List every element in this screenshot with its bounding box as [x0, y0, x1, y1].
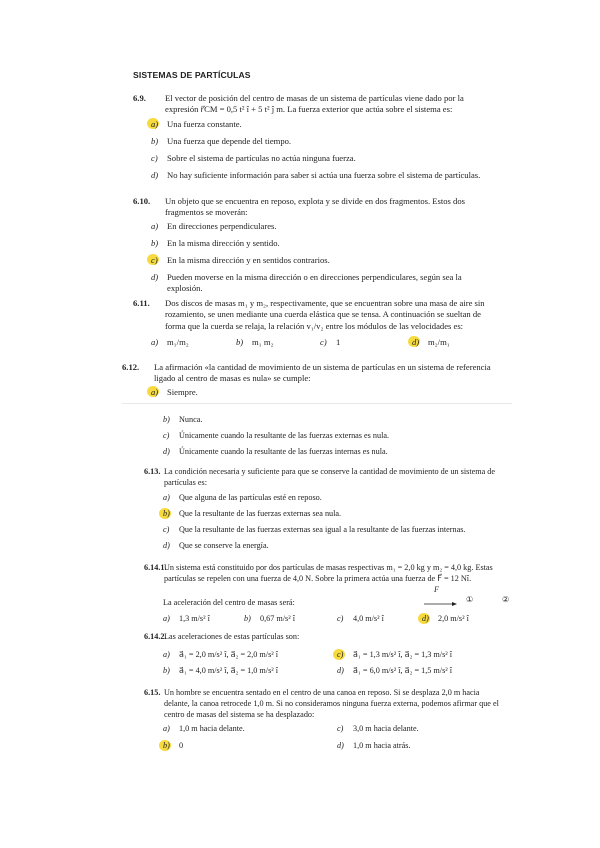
section-heading: SISTEMAS DE PARTÍCULAS: [133, 70, 251, 80]
option-b[interactable]: b) Una fuerza que depende del tiempo.: [151, 136, 292, 146]
question-text: Un hombre se encuentra sentado en el centro de una canoa en reposo. Si se desplaza 2,0 m hacia delante, la canoa retrocede 1,0 m. Si no consideramos ninguna fuerza externa, podemos afirmar que el centro de masas del sistema se ha desplazado:: [164, 688, 499, 719]
option-a[interactable]: a) Que alguna de las partículas esté en reposo.: [163, 493, 322, 502]
question-6-15: [144, 688, 506, 720]
option-d[interactable]: d) Únicamente cuando la resultante de las fuerzas internas es nula.: [163, 447, 388, 456]
option-b[interactable]: b) 0,67 m/s² î: [244, 614, 295, 623]
particle-1-label: ①: [466, 595, 474, 604]
option-c[interactable]: c) Que la resultante de las fuerzas externas sea igual a la resultante de las fuerzas internas.: [163, 525, 466, 534]
option-b[interactable]: b) En la misma dirección y sentido.: [151, 238, 280, 248]
option-d[interactable]: d) Que se conserve la energía.: [163, 541, 269, 550]
option-a[interactable]: a) Una fuerza constante.: [151, 119, 242, 130]
question-6-11: [133, 298, 498, 332]
option-b[interactable]: b) 0: [163, 741, 183, 752]
particle-2-label: ②: [502, 595, 510, 604]
question-number: 6.10.: [133, 196, 151, 206]
question-6-10: [133, 196, 498, 219]
option-a[interactable]: a) a⃗₁ = 2,0 m/s² î, a⃗₂ = 2,0 m/s² î: [163, 650, 279, 659]
question-6-14-2: [144, 632, 506, 643]
question-text: Dos discos de masas m₁ y m₂, respectivamente, que se encuentran sobre una masa de aire sin rozamiento, se unen mediante una cuerda elástica que se tensa. A continuación se sueltan de forma que la cuerda se relaja, la relación v₁/v₂ entre los módulos de las velocidades es:: [165, 298, 485, 331]
option-c[interactable]: c) Sobre el sistema de partículas no actúa ninguna fuerza.: [151, 153, 356, 163]
option-a[interactable]: a) Siempre.: [151, 387, 198, 398]
option-c[interactable]: c) 4,0 m/s² î: [337, 614, 384, 623]
question-text: La condición necesaria y suficiente para que se conserve la cantidad de movimiento de un sistema de partículas es:: [164, 467, 496, 487]
force-diagram: [422, 585, 512, 608]
option-c[interactable]: c) 1: [320, 337, 341, 347]
option-b[interactable]: b) Que la resultante de las fuerzas externas sea nula.: [163, 509, 341, 520]
option-c[interactable]: c) Únicamente cuando la resultante de las fuerzas externas es nula.: [163, 431, 390, 440]
question-6-13: [144, 467, 506, 489]
option-a[interactable]: a) En direcciones perpendiculares.: [151, 221, 277, 231]
question-text: Un sistema está constituido por dos partículas de masas respectivas m₁ = 2,0 kg y m₂ = 4,0 kg. Estas partículas se repelen con una fuerza de 4,0 N. Sobre la primera actúa una fuerza de F⃗ = 12 Nî.: [164, 563, 493, 583]
question-text: La afirmación «la cantidad de movimiento de un sistema de partículas en un sistema de referencia ligado al centro de masas es nula» se cumple:: [154, 362, 491, 384]
option-a[interactable]: a) 1,0 m hacia delante.: [163, 724, 245, 733]
question-text: Un objeto que se encuentra en reposo, explota y se divide en dos fragmentos. Estos dos fragmentos se moverán:: [165, 196, 465, 218]
page-divider: [122, 403, 512, 404]
option-d[interactable]: d) 1,0 m hacia atrás.: [337, 741, 411, 750]
question-text: Las aceleraciones de estas partículas son:: [164, 632, 300, 641]
question-number: 6.14.2.: [144, 632, 167, 641]
option-b[interactable]: b) a⃗₁ = 4,0 m/s² î, a⃗₂ = 1,0 m/s² î: [163, 666, 279, 675]
option-c[interactable]: c) En la misma dirección y en sentidos contrarios.: [151, 255, 330, 266]
question-6-9: [133, 93, 498, 116]
option-b[interactable]: b) Nunca.: [163, 415, 203, 424]
option-d[interactable]: d) No hay suficiente información para saber si actúa una fuerza sobre el sistema de partículas.: [151, 170, 481, 180]
option-d[interactable]: d) 2,0 m/s² î: [422, 614, 469, 625]
option-a[interactable]: a) m₁/m₂: [151, 337, 189, 347]
question-number: 6.14.1.: [144, 563, 167, 572]
option-d[interactable]: d) m₂/m₁: [412, 337, 450, 348]
option-c[interactable]: c) 3,0 m hacia delante.: [337, 724, 419, 733]
option-a[interactable]: a) 1,3 m/s² î: [163, 614, 210, 623]
option-d[interactable]: d) Pueden moverse en la misma dirección o en direcciones perpendiculares, según sea la explosión.: [151, 272, 462, 294]
option-b[interactable]: b) m₁ m₂: [236, 337, 274, 347]
question-6-12: [122, 362, 498, 385]
force-label: F⃗: [434, 585, 446, 594]
question-number: 6.15.: [144, 688, 161, 697]
prompt-text: La aceleración del centro de masas será:: [163, 598, 295, 607]
question-text: El vector de posición del centro de masas de un sistema de partículas viene dado por la expresión r⃗CM = 0,5 t² î + 5 t² ĵ m. La fuerza exterior que actúa sobre el sistema es:: [165, 93, 464, 115]
question-6-14-1: [144, 563, 506, 585]
question-number: 6.13.: [144, 467, 161, 476]
question-number: 6.9.: [133, 93, 146, 103]
option-c[interactable]: c) a⃗₁ = 1,3 m/s² î, a⃗₂ = 1,3 m/s² î: [337, 650, 452, 661]
option-d[interactable]: d) a⃗₁ = 6,0 m/s² î, a⃗₂ = 1,5 m/s² î: [337, 666, 453, 675]
question-number: 6.11.: [133, 298, 150, 308]
question-number: 6.12.: [122, 362, 140, 372]
